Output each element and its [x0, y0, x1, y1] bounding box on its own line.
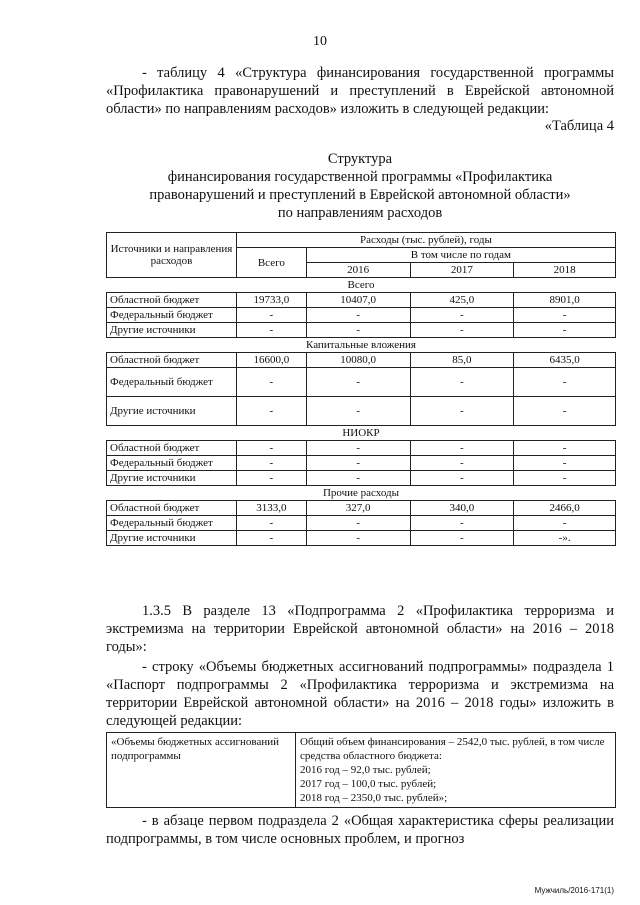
- title-line-2: финансирования государственной программы «Профилактика: [167, 169, 553, 185]
- cell-value: -: [514, 368, 616, 397]
- cell-value: -: [410, 308, 514, 323]
- section-title: Всего: [107, 278, 616, 293]
- cell-value: -: [236, 308, 306, 323]
- cell-value: 327,0: [306, 501, 410, 516]
- page-number: 10: [313, 34, 327, 49]
- cell-value: -: [410, 397, 514, 426]
- cell-value: 340,0: [410, 501, 514, 516]
- cell-value: -: [410, 368, 514, 397]
- cell-value: -: [236, 441, 306, 456]
- cell-value: -: [306, 531, 410, 546]
- table-row: [107, 308, 616, 323]
- budget-allocation-table: [106, 732, 616, 808]
- cell-value: -: [410, 441, 514, 456]
- budget-line: 2017 год – 100,0 тыс. рублей;: [300, 778, 437, 790]
- financing-table: [106, 232, 616, 546]
- section-title: Прочие расходы: [107, 486, 616, 501]
- cell-value: 425,0: [410, 293, 514, 308]
- table-row: [107, 516, 616, 531]
- cell-value: 85,0: [410, 353, 514, 368]
- cell-value: -: [236, 516, 306, 531]
- table-label: «Таблица 4: [544, 118, 614, 134]
- section-row: [107, 486, 616, 501]
- budget-value-cell: [296, 733, 616, 808]
- row-label: Федеральный бюджет: [107, 456, 237, 471]
- section-title: Капитальные вложения: [107, 338, 616, 353]
- title-line-1: Структура: [327, 151, 393, 167]
- cell-value: -: [514, 456, 616, 471]
- title-line-4: по направлениям расходов: [277, 205, 443, 221]
- row-label: Федеральный бюджет: [107, 368, 237, 397]
- budget-line: 2016 год – 92,0 тыс. рублей;: [300, 764, 431, 776]
- cell-value: -: [410, 516, 514, 531]
- table-row: [107, 531, 616, 546]
- table-row: [107, 397, 616, 426]
- table-row: [107, 368, 616, 397]
- cell-value: -: [306, 308, 410, 323]
- footer-code: Мужчиль/2016-171(1): [534, 886, 614, 895]
- cell-value: -: [306, 368, 410, 397]
- cell-value: -: [306, 471, 410, 486]
- financing-table-body: [107, 278, 616, 546]
- cell-value: -: [514, 397, 616, 426]
- header-year: 2017: [410, 263, 514, 278]
- cell-value: 19733,0: [236, 293, 306, 308]
- cell-value: -».: [514, 531, 616, 546]
- cell-value: 3133,0: [236, 501, 306, 516]
- cell-value: 8901,0: [514, 293, 616, 308]
- cell-value: 2466,0: [514, 501, 616, 516]
- cell-value: -: [514, 441, 616, 456]
- title-line-3: правонарушений и преступлений в Еврейской автономной области»: [149, 187, 571, 203]
- cell-value: -: [236, 456, 306, 471]
- row-label: Федеральный бюджет: [107, 516, 237, 531]
- cell-value: -: [514, 308, 616, 323]
- table-row: [107, 323, 616, 338]
- cell-value: -: [306, 456, 410, 471]
- paragraph-1-3-5: 1.3.5 В разделе 13 «Подпрограмма 2 «Профилактика терроризма и экстремизма на территории Еврейской автономной области» на 2016 – 2018 годы»:: [106, 603, 614, 655]
- header-year: 2018: [514, 263, 616, 278]
- cell-value: -: [514, 471, 616, 486]
- cell-value: -: [306, 441, 410, 456]
- table-row: [107, 501, 616, 516]
- row-label: Областной бюджет: [107, 293, 237, 308]
- budget-line: Общий объем финансирования – 2542,0 тыс. рублей, в том числе средства областного бюджета:: [300, 736, 605, 762]
- row-label: Другие источники: [107, 531, 237, 546]
- budget-line: 2018 год – 2350,0 тыс. рублей»;: [300, 792, 448, 804]
- cell-value: -: [236, 471, 306, 486]
- row-label: Другие источники: [107, 323, 237, 338]
- cell-value: -: [236, 531, 306, 546]
- header-source: Источники и направления расходов: [107, 233, 237, 278]
- intro-paragraph: - таблицу 4 «Структура финансирования государственной программы «Профилактика правонарушений и преступлений в Еврейской автономной области» по направлениям расходов» изложить в следующей редакции:: [106, 65, 614, 117]
- row-label: Областной бюджет: [107, 441, 237, 456]
- cell-value: -: [410, 471, 514, 486]
- row-label: Другие источники: [107, 397, 237, 426]
- table-row: [107, 456, 616, 471]
- cell-value: -: [410, 456, 514, 471]
- row-label: Областной бюджет: [107, 353, 237, 368]
- table-row: [107, 441, 616, 456]
- cell-value: -: [236, 323, 306, 338]
- header-year: 2016: [306, 263, 410, 278]
- cell-value: 6435,0: [514, 353, 616, 368]
- cell-value: -: [410, 531, 514, 546]
- paragraph-stroke: - строку «Объемы бюджетных ассигнований подпрограммы» подраздела 1 «Паспорт подпрограммы 2 «Профилактика терроризма и экстремизма на территории Еврейской автономной области» на 2016 – 2018 годы» изложить в следующей редакции:: [106, 659, 614, 729]
- cell-value: 10407,0: [306, 293, 410, 308]
- header-by-year: В том числе по годам: [306, 248, 615, 263]
- cell-value: -: [306, 516, 410, 531]
- cell-value: 10080,0: [306, 353, 410, 368]
- cell-value: 16600,0: [236, 353, 306, 368]
- table-row: [107, 293, 616, 308]
- section-title: НИОКР: [107, 426, 616, 441]
- budget-label-cell: «Объемы бюджетных ассигнований подпрограммы: [107, 733, 296, 808]
- section-row: [107, 278, 616, 293]
- header-expenses: Расходы (тыс. рублей), годы: [236, 233, 615, 248]
- cell-value: -: [410, 323, 514, 338]
- section-row: [107, 426, 616, 441]
- cell-value: -: [236, 368, 306, 397]
- section-row: [107, 338, 616, 353]
- paragraph-abzac: - в абзаце первом подраздела 2 «Общая характеристика сферы реализации подпрограммы, в том числе основных проблем, и прогноз: [106, 813, 614, 847]
- row-label: Областной бюджет: [107, 501, 237, 516]
- table-row: [107, 471, 616, 486]
- row-label: Федеральный бюджет: [107, 308, 237, 323]
- table-title: [106, 150, 614, 222]
- cell-value: -: [306, 323, 410, 338]
- table-row: [107, 353, 616, 368]
- row-label: Другие источники: [107, 471, 237, 486]
- cell-value: -: [306, 397, 410, 426]
- header-total: Всего: [236, 248, 306, 278]
- cell-value: -: [514, 516, 616, 531]
- cell-value: -: [514, 323, 616, 338]
- cell-value: -: [236, 397, 306, 426]
